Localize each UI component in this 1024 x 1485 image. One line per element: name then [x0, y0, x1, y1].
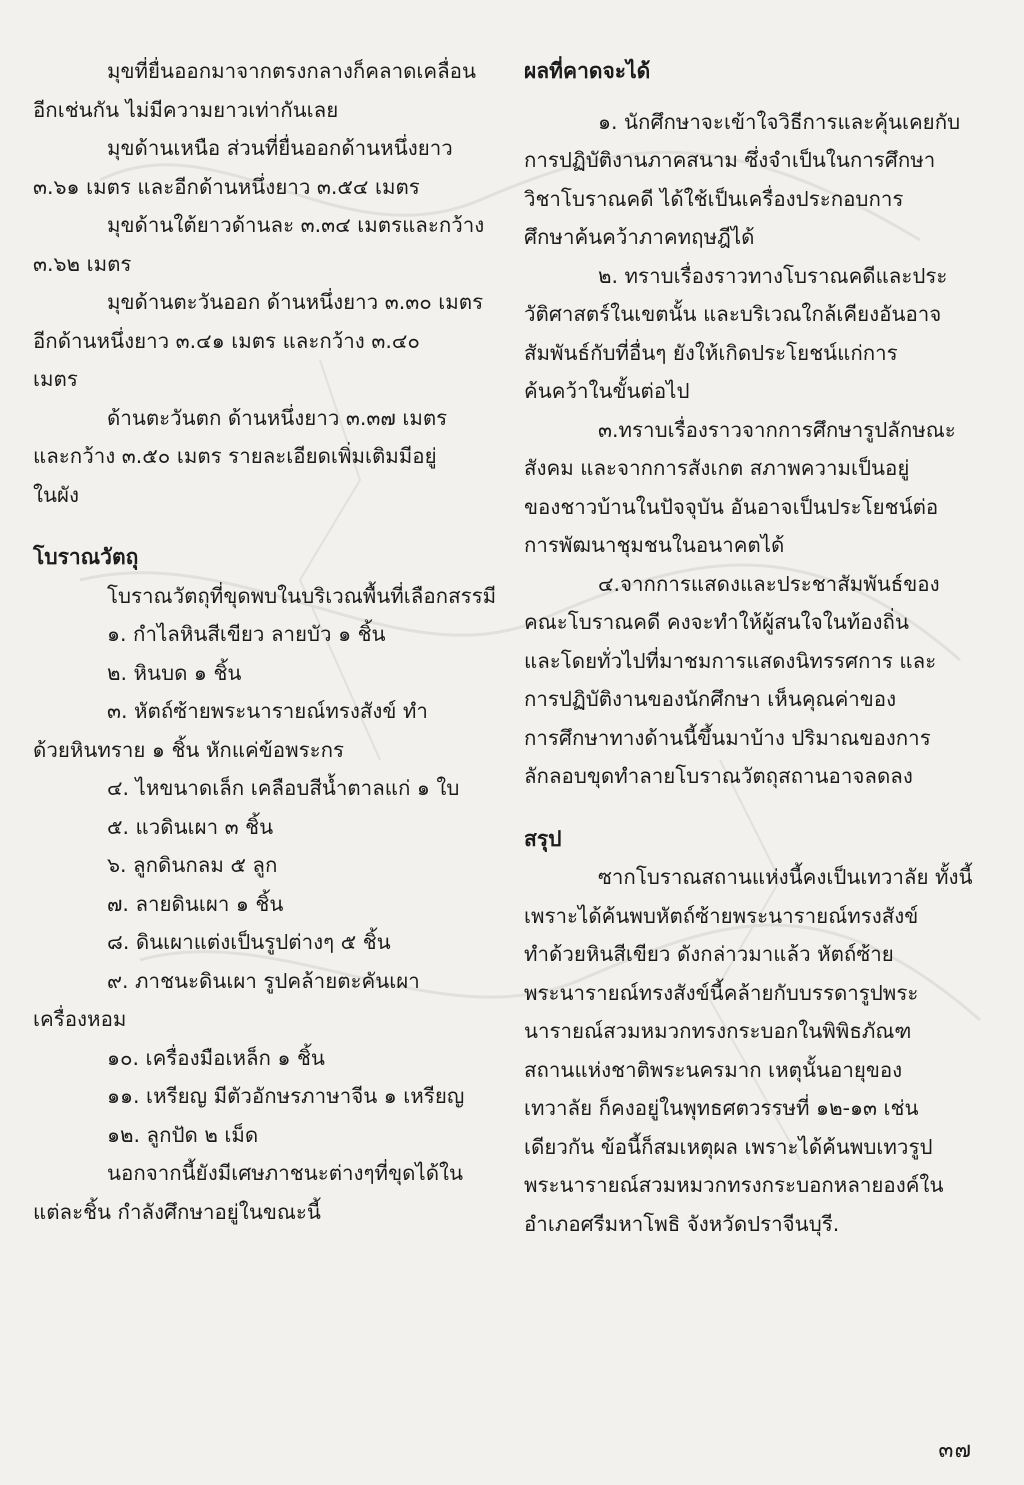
list-item: ๗. ลายดินเผา ๑ ชิ้น	[107, 891, 284, 916]
text-line: ลักลอบขุดทำลายโบราณวัตถุสถานอาจลดลง	[524, 764, 913, 788]
text-line: เมตร	[33, 367, 78, 391]
text-line: สังคม และจากการสังเกต สภาพความเป็นอยู่	[524, 456, 910, 480]
section-gap	[524, 796, 974, 820]
text-line: การปฏิบัติงานของนักศึกษา เห็นคุณค่าของ	[524, 687, 897, 711]
text-line: อำเภอศรีมหาโพธิ จังหวัดปราจีนบุรี.	[524, 1211, 840, 1236]
text-line: มุขด้านเหนือ ส่วนที่ยื่นออกด้านหนึ่งยาว	[107, 136, 453, 160]
text-line: และโดยทั่วไปที่มาชมการแสดงนิทรรศการ และ	[524, 648, 937, 673]
text-line: พระนารายณ์ทรงสังข์นี้คล้ายกับบรรดารูปพระ	[524, 980, 919, 1005]
results-heading: ผลที่คาดจะได้	[524, 59, 651, 83]
list-item: ๖. ลูกดินกลม ๕ ลูก	[107, 853, 278, 877]
text-line: สัมพันธ์กับที่อื่นๆ ยังให้เกิดประโยชน์แก่การ	[524, 340, 898, 365]
text-line: ซากโบราณสถานแห่งนี้คงเป็นเทวาลัย ทั้งนี้	[598, 865, 973, 889]
text-line: นารายณ์สวมหมวกทรงกระบอกในพิพิธภัณฑ	[524, 1019, 912, 1043]
list-item: ๕. แวดินเผา ๓ ชิ้น	[107, 814, 274, 839]
list-item: ๓.ทราบเรื่องราวจากการศึกษารูปลักษณะ	[598, 417, 956, 442]
text-line: ด้านตะวันตก ด้านหนึ่งยาว ๓.๓๗ เมตร	[107, 405, 448, 430]
artifacts-heading: โบราณวัตถุ	[33, 545, 139, 569]
list-item-continuation: ด้วยหินทราย ๑ ชิ้น หักแค่ข้อพระกร	[33, 737, 345, 762]
list-item-continuation: เครื่องหอม	[33, 1007, 127, 1031]
text-line: นอกจากนี้ยังมีเศษภาชนะต่างๆที่ขุดได้ใน	[107, 1161, 464, 1185]
left-column	[33, 52, 497, 1231]
list-item: ๑. กำไลหินสีเขียว ลายบัว ๑ ชิ้น	[107, 622, 386, 646]
text-line: เทวาลัย ก็คงอยู่ในพุทธศตวรรษที่ ๑๒-๑๓ เช่น	[524, 1096, 919, 1120]
heading-gap	[524, 91, 974, 103]
text-line: สถานแห่งชาติพระนครมาก เหตุนั้นอายุของ	[524, 1057, 903, 1082]
text-line: อีกเช่นกัน ไม่มีความยาวเท่ากันเลย	[33, 97, 339, 122]
text-line: คณะโบราณคดี คงจะทำให้ผู้สนใจในท้องถิ่น	[524, 610, 909, 634]
summary-heading: สรุป	[524, 826, 562, 851]
list-item: ๙. ภาชนะดินเผา รูปคล้ายตะคันเผา	[107, 968, 420, 993]
text-line: พระนารายณ์สวมหมวกทรงกระบอกหลายองค์ใน	[524, 1173, 944, 1197]
text-line: อีกด้านหนึ่งยาว ๓.๔๑ เมตร และกว้าง ๓.๔๐	[33, 328, 420, 353]
list-item: ๔. ไหขนาดเล็ก เคลือบสีน้ำตาลแก่ ๑ ใบ	[107, 776, 460, 800]
text-line: ๓.๖๒ เมตร	[33, 251, 132, 276]
text-line: ทำด้วยหินสีเขียว ดังกล่าวมาแล้ว หัตถ์ซ้าย	[524, 942, 894, 966]
text-line: แต่ละชิ้น กำลังศึกษาอยู่ในขณะนี้	[33, 1199, 321, 1224]
text-line: มุขด้านตะวันออก ด้านหนึ่งยาว ๓.๓๐ เมตร	[107, 290, 484, 314]
list-item: ๔.จากการแสดงและประชาสัมพันธ์ของ	[598, 571, 940, 596]
text-line: การพัฒนาชุมชนในอนาคตได้	[524, 533, 785, 557]
text-line: ค้นคว้าในขั้นต่อไป	[524, 379, 690, 403]
list-item: ๘. ดินเผาแต่งเป็นรูปต่างๆ ๕ ชิ้น	[107, 930, 391, 954]
text-line: โบราณวัตถุที่ขุดพบในบริเวณพื้นที่เลือกสรรมี	[107, 583, 497, 608]
list-item: ๓. หัตถ์ซ้ายพระนารายณ์ทรงสังข์ ทำ	[107, 699, 428, 723]
text-line: วัติศาสตร์ในเขตนั้น และบริเวณใกล้เคียงอันอาจ	[524, 302, 942, 326]
text-line: เพราะได้ค้นพบหัตถ์ซ้ายพระนารายณ์ทรงสังข์	[524, 903, 919, 928]
text-line: และกว้าง ๓.๕๐ เมตร รายละเอียดเพิ่มเติมมีอยู่	[33, 444, 437, 468]
section-gap	[33, 514, 485, 538]
text-line: วิชาโบราณคดี ได้ใช้เป็นเครื่องประกอบการ	[524, 186, 904, 211]
text-line: ของชาวบ้านในปัจจุบัน อันอาจเป็นประโยชน์ต่อ	[524, 494, 939, 519]
text-line: การศึกษาทางด้านนี้ขึ้นมาบ้าง ปริมาณของการ	[524, 725, 931, 750]
text-line: เดียวกัน ข้อนี้ก็สมเหตุผล เพราะได้ค้นพบเทวรูป	[524, 1134, 933, 1159]
list-item: ๒. ทราบเรื่องราวทางโบราณคดีและประ	[598, 263, 948, 288]
text-line: ในผัง	[33, 482, 80, 507]
list-item: ๑. นักศึกษาจะเข้าใจวิธีการและคุ้นเคยกับ	[598, 109, 961, 134]
page-number: ๓๗	[938, 1438, 972, 1463]
right-column	[524, 52, 974, 1243]
text-line: มุขที่ยื่นออกมาจากตรงกลางก็คลาดเคลื่อน	[107, 59, 477, 83]
list-item: ๑๐. เครื่องมือเหล็ก ๑ ชิ้น	[107, 1045, 325, 1070]
text-line: การปฏิบัติงานภาคสนาม ซึ่งจำเป็นในการศึกษา	[524, 148, 936, 172]
list-item: ๒. หินบด ๑ ชิ้น	[107, 660, 242, 685]
text-line: ๓.๖๑ เมตร และอีกด้านหนึ่งยาว ๓.๕๔ เมตร	[33, 174, 420, 199]
list-item: ๑๑. เหรียญ มีตัวอักษรภาษาจีน ๑ เหรียญ	[107, 1084, 465, 1108]
list-item: ๑๒. ลูกปัด ๒ เม็ด	[107, 1122, 259, 1147]
text-line: มุขด้านใต้ยาวด้านละ ๓.๓๔ เมตรและกว้าง	[107, 213, 485, 237]
text-line: ศึกษาค้นคว้าภาคทฤษฎีได้	[524, 225, 755, 249]
